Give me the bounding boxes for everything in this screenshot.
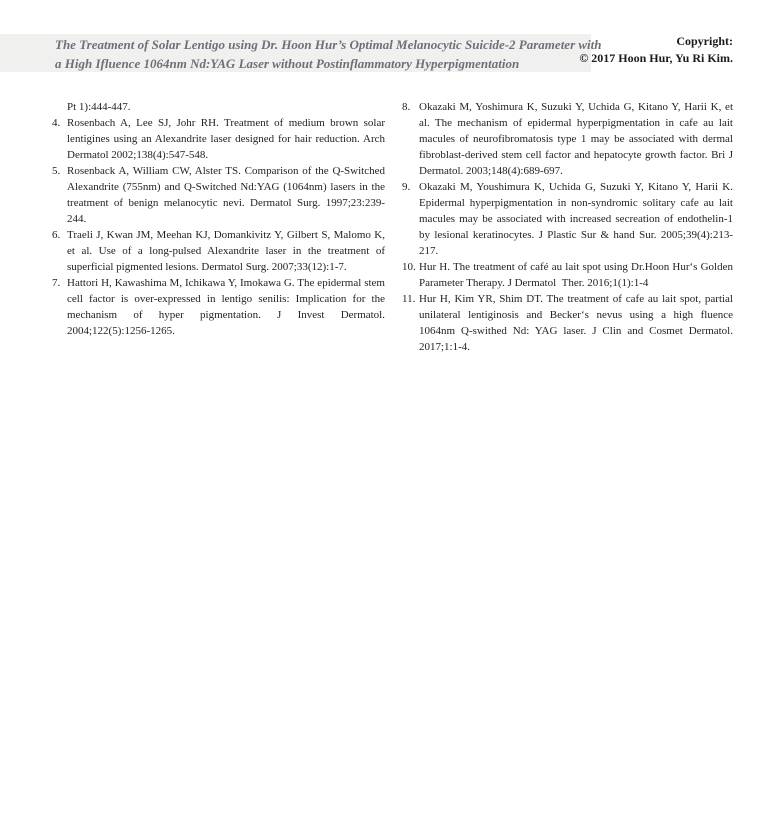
reference-entry xyxy=(402,99,733,179)
reference-entry xyxy=(52,275,385,339)
reference-number: 9. xyxy=(402,181,411,193)
reference-number: 7. xyxy=(52,277,61,289)
reference-entry xyxy=(52,227,385,275)
reference-number: 10. xyxy=(402,261,416,273)
reference-entry xyxy=(52,115,385,163)
reference-number: 5. xyxy=(52,165,61,177)
reference-entry xyxy=(402,259,733,291)
copyright-label: Copyright: xyxy=(676,34,733,48)
reference-text: Hur H. The treatment of café au lait spot using Dr.Hoon Hur‘s Golden Parameter Therapy. J Dermatol Ther. 2016;1(1):1-4 xyxy=(419,261,733,289)
paper-title xyxy=(55,35,602,73)
copyright-holder: © 2017 Hoon Hur, Yu Ri Kim. xyxy=(579,51,733,65)
references-section xyxy=(52,99,733,355)
reference-text: Pt 1):444-447. xyxy=(67,101,131,113)
reference-text: Rosenbach A, Lee SJ, Johr RH. Treatment of medium brown solar lentigines using an Alexandrite laser designed for hair reduction. Arch Dermatol 2002;138(4):547-548. xyxy=(67,117,385,161)
reference-text: Traeli J, Kwan JM, Meehan KJ, Domankivitz Y, Gilbert S, Malomo K, et al. Use of a long-pulsed Alexandrite laser in the treatment of superficial pigmented lesions. Dermatol Surg. 2007;33(12):1-7. xyxy=(67,229,385,273)
paper-title-line-2: a High Ifluence 1064nm Nd:YAG Laser without Postinflammatory Hyperpigmentation xyxy=(55,56,520,71)
paper-title-line-1: The Treatment of Solar Lentigo using Dr. Hoon Hur’s Optimal Melanocytic Suicide-2 Parameter with xyxy=(55,37,602,52)
reference-entry xyxy=(52,99,385,115)
reference-text: Hur H, Kim YR, Shim DT. The treatment of cafe au lait spot, partial unilateral lentiginosis and Becker‘s nevus using a high fluence 1064nm Q-swithed Nd: YAG laser. J Clin and Cosmet Dermatol. 2017;1:1-4. xyxy=(419,293,733,353)
reference-text: Rosenback A, William CW, Alster TS. Comparison of the Q-Switched Alexandrite (755nm) and Q-Switched Nd:YAG (1064nm) lasers in the treatment of benign melanocytic nevi. Dermatol Surg. 1997;23:239-244. xyxy=(67,165,385,225)
reference-number: 4. xyxy=(52,117,61,129)
reference-text: Hattori H, Kawashima M, Ichikawa Y, Imokawa G. The epidermal stem cell factor is over-expressed in lentigo senilis: Implication for the mechanism of hyper pigmentation. J Invest Dermatol. 2004;122(5):1256-1265. xyxy=(67,277,385,337)
reference-entry xyxy=(402,179,733,259)
reference-number: 11. xyxy=(402,293,416,305)
reference-entry xyxy=(402,291,733,355)
reference-number: 6. xyxy=(52,229,61,241)
reference-text: Okazaki M, Youshimura K, Uchida G, Suzuki Y, Kitano Y, Harii K. Epidermal hyperpigmentation in non-syndromic solitary cafe au lait macules may be associated with increased secreation of endothelin-1 by lesional keratinocytes. J Plastic Sur & hand Sur. 2005;39(4):213-217. xyxy=(419,181,733,257)
references-left-column xyxy=(52,99,385,355)
copyright-block xyxy=(579,33,733,67)
reference-number: 8. xyxy=(402,101,411,113)
reference-entry xyxy=(52,163,385,227)
references-right-column xyxy=(402,99,733,355)
reference-text: Okazaki M, Yoshimura K, Suzuki Y, Uchida G, Kitano Y, Harii K, et al. The mechanism of epidermal hyperpigmentation in cafe au lait macules of neurofibromatosis type 1 may be associated with dermal fibroblast-derived stem cell factor and hepatocyte growth factor. Bri J Dermatol. 2003;148(4):689-697. xyxy=(419,101,733,177)
